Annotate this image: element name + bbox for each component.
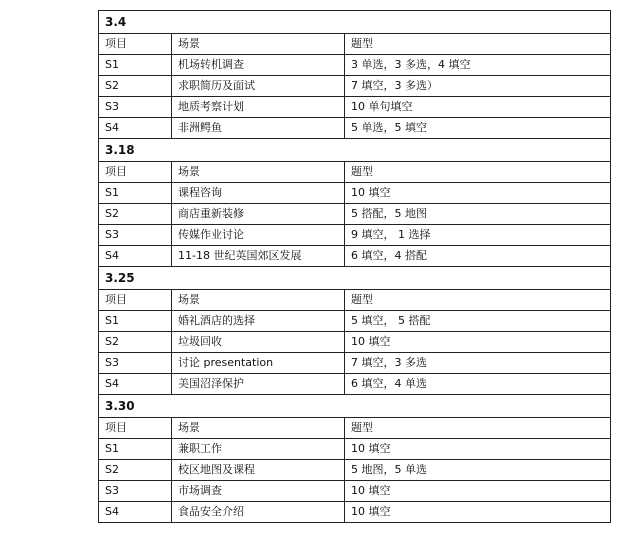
type-cell: 10 填空 (345, 439, 611, 460)
section-title-row (99, 139, 611, 162)
type-cell: 5 单选，5 填空 (345, 118, 611, 139)
scene-cell: 商店重新装修 (172, 204, 345, 225)
type-cell: 7 填空，3 多选） (345, 76, 611, 97)
section-title-row (99, 267, 611, 290)
item-cell: S2 (99, 76, 172, 97)
scene-cell: 市场调查 (172, 481, 345, 502)
type-cell: 9 填空， 1 选择 (345, 225, 611, 246)
item-cell: S2 (99, 460, 172, 481)
item-cell: S3 (99, 97, 172, 118)
table-row (99, 246, 611, 267)
header-type: 题型 (345, 162, 611, 183)
table-row (99, 183, 611, 204)
type-cell: 3 单选，3 多选，4 填空 (345, 55, 611, 76)
scene-cell: 校区地图及课程 (172, 460, 345, 481)
table-row (99, 76, 611, 97)
table-row (99, 204, 611, 225)
table-body (99, 11, 611, 523)
table-row (99, 55, 611, 76)
scene-cell: 求职简历及面试 (172, 76, 345, 97)
table-row (99, 481, 611, 502)
scene-cell: 垃圾回收 (172, 332, 345, 353)
item-cell: S3 (99, 481, 172, 502)
item-cell: S4 (99, 374, 172, 395)
table-row (99, 502, 611, 523)
type-cell: 7 填空，3 多选 (345, 353, 611, 374)
item-cell: S4 (99, 118, 172, 139)
header-scene: 场景 (172, 34, 345, 55)
scene-cell: 11-18 世纪英国郊区发展 (172, 246, 345, 267)
header-type: 题型 (345, 34, 611, 55)
type-cell: 10 填空 (345, 502, 611, 523)
header-type: 题型 (345, 418, 611, 439)
item-cell: S1 (99, 55, 172, 76)
scene-cell: 传媒作业讨论 (172, 225, 345, 246)
item-cell: S1 (99, 311, 172, 332)
scene-cell: 地质考察计划 (172, 97, 345, 118)
section-date: 3.4 (99, 11, 611, 34)
table-row (99, 353, 611, 374)
scene-cell: 课程咨询 (172, 183, 345, 204)
type-cell: 5 搭配，5 地图 (345, 204, 611, 225)
scene-cell: 非洲鳄鱼 (172, 118, 345, 139)
header-scene: 场景 (172, 162, 345, 183)
header-scene: 场景 (172, 290, 345, 311)
table-row (99, 97, 611, 118)
item-cell: S3 (99, 225, 172, 246)
type-cell: 5 地图，5 单选 (345, 460, 611, 481)
item-cell: S1 (99, 183, 172, 204)
item-cell: S4 (99, 502, 172, 523)
exam-schedule-table (98, 10, 611, 523)
section-title-row (99, 395, 611, 418)
type-cell: 6 填空，4 搭配 (345, 246, 611, 267)
header-item: 项目 (99, 162, 172, 183)
table-row (99, 332, 611, 353)
section-title-row (99, 11, 611, 34)
section-date: 3.18 (99, 139, 611, 162)
table-row (99, 118, 611, 139)
item-cell: S4 (99, 246, 172, 267)
scene-cell: 美国沼泽保护 (172, 374, 345, 395)
header-item: 项目 (99, 290, 172, 311)
type-cell: 6 填空，4 单选 (345, 374, 611, 395)
item-cell: S3 (99, 353, 172, 374)
header-scene: 场景 (172, 418, 345, 439)
type-cell: 10 单句填空 (345, 97, 611, 118)
scene-cell: 食品安全介绍 (172, 502, 345, 523)
item-cell: S1 (99, 439, 172, 460)
type-cell: 10 填空 (345, 481, 611, 502)
scene-cell: 讨论 presentation (172, 353, 345, 374)
header-row (99, 418, 611, 439)
item-cell: S2 (99, 332, 172, 353)
header-row (99, 290, 611, 311)
table-row (99, 460, 611, 481)
table-row (99, 439, 611, 460)
table-row (99, 311, 611, 332)
header-type: 题型 (345, 290, 611, 311)
header-item: 项目 (99, 34, 172, 55)
section-date: 3.25 (99, 267, 611, 290)
section-date: 3.30 (99, 395, 611, 418)
type-cell: 10 填空 (345, 332, 611, 353)
table-row (99, 225, 611, 246)
type-cell: 10 填空 (345, 183, 611, 204)
table-row (99, 374, 611, 395)
header-item: 项目 (99, 418, 172, 439)
item-cell: S2 (99, 204, 172, 225)
type-cell: 5 填空， 5 搭配 (345, 311, 611, 332)
header-row (99, 34, 611, 55)
scene-cell: 兼职工作 (172, 439, 345, 460)
scene-cell: 婚礼酒店的选择 (172, 311, 345, 332)
header-row (99, 162, 611, 183)
scene-cell: 机场转机调查 (172, 55, 345, 76)
